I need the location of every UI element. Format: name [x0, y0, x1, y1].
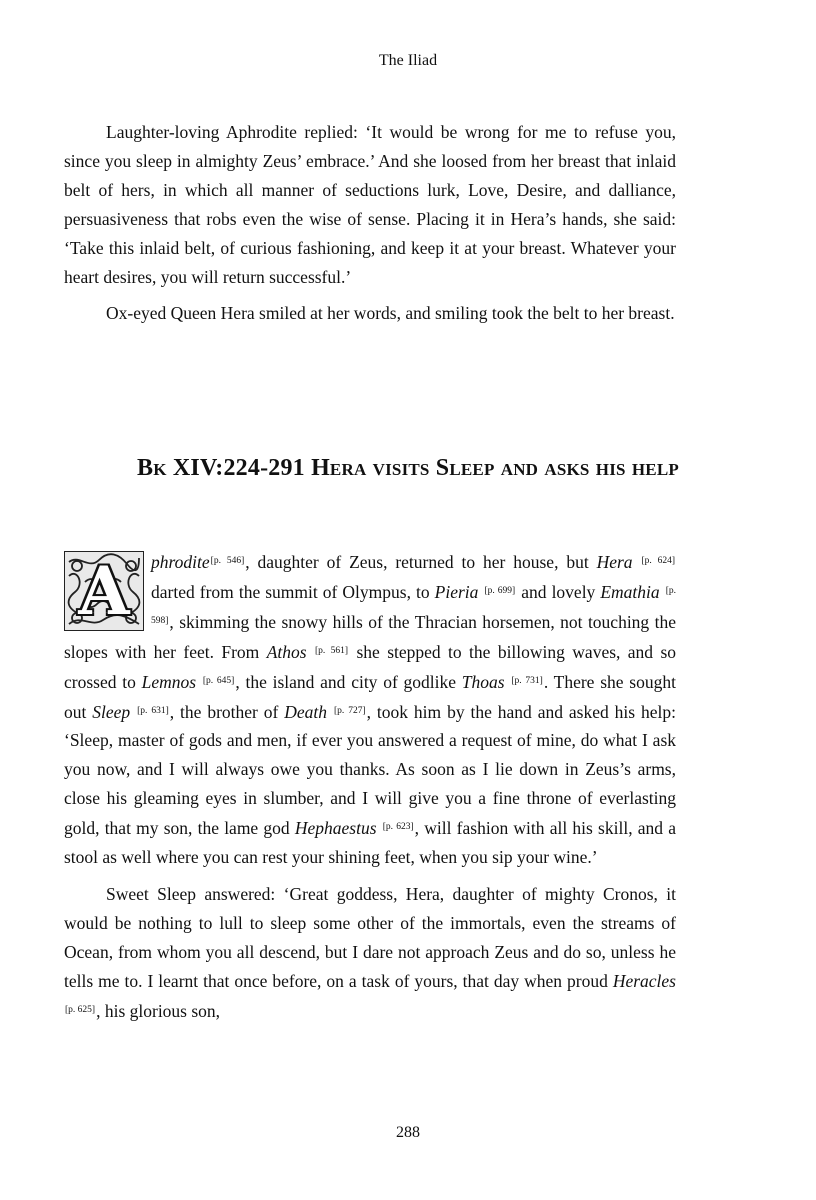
- page-ref: [p. 561]: [314, 645, 349, 656]
- text: Sweet Sleep answered: ‘Great goddess, Hera, daughter of mighty Cronos, it would be nothing to lull to sleep some other of the immortals, even the streams of Ocean, from whom you all descend, but I dare not approach Zeus and do so, unless he tells me to. I learnt that once before, on a task of yours, that day when proud: [64, 883, 676, 991]
- text: darted from the summit of Olympus, to: [151, 581, 435, 602]
- page-ref: [p. 631]: [137, 705, 169, 716]
- page-ref: [p. 623]: [382, 822, 414, 833]
- text: she stepped to the billowing waves, and so crossed to: [64, 641, 677, 692]
- running-head: The Iliad: [378, 52, 438, 69]
- page-ref: [p. 546]: [210, 556, 245, 566]
- paragraph-with-dropcap: [64, 547, 676, 872]
- paragraph: Laughter-loving Aphrodite replied: ‘It would be wrong for me to refuse you, since you sleep in almighty Zeus’ embrace.’ And she loosed from her breast that inlaid belt of hers, in which all manner of seductions lurk, Love, Desire, and dalliance, persuasiveness that robs even the wise of sense. Placing it in Hera’s hands, she said: ‘Take this inlaid belt, of curious fashioning, and keep it at your breast. Whatever your heart desires, you will return successful.’: [64, 122, 676, 287]
- text-block-bottom: [64, 547, 676, 1026]
- text: , daughter of Zeus, returned to her house, but: [245, 552, 597, 572]
- text-italic: Pieria: [434, 581, 479, 602]
- text-block-top: [64, 118, 676, 328]
- text-italic: Thoas: [461, 671, 505, 692]
- text-italic: Hephaestus: [294, 818, 377, 839]
- page-ref: [p. 731]: [511, 675, 543, 686]
- page-ref: [p. 624]: [641, 556, 676, 566]
- text-italic: Lemnos: [141, 671, 197, 692]
- section-heading: Bk XIV:224-291 Hera visits Sleep and asks his help: [137, 455, 679, 481]
- text-italic: phrodite: [151, 552, 210, 572]
- text: , took him by the hand and asked his help: ‘Sleep, master of gods and men, if ever you answered a request of mine, do what I ask you now, and I will always owe you thanks. As soon as I lie down in Zeus’s arms, close his gleaming eyes in slumber, and I will give you a fine throne of everlasting gold, that my son, the lame god: [64, 701, 677, 839]
- text-italic: Athos: [266, 641, 307, 662]
- text-italic: Emathia: [600, 581, 660, 602]
- text: , skimming the snowy hills of the Thracian horsemen, not touching the slopes with her feet. From: [64, 611, 676, 662]
- text: . There she sought out: [64, 671, 676, 722]
- page-ref: [p. 625]: [65, 1004, 96, 1015]
- text: , his glorious son,: [96, 1000, 221, 1021]
- text-italic: Death: [284, 701, 328, 722]
- paragraph: [64, 880, 676, 1026]
- page-ref: [p. 699]: [484, 585, 516, 596]
- page-ref: [p. 645]: [202, 675, 235, 686]
- page-ref: [p. 598]: [151, 585, 677, 626]
- text-italic: Sleep: [92, 701, 131, 722]
- text: , the brother of: [169, 701, 285, 722]
- dropcap-ornament: [64, 551, 144, 631]
- text-italic: Hera: [596, 552, 633, 572]
- page-ref: [p. 727]: [333, 705, 366, 716]
- paragraph: Ox-eyed Queen Hera smiled at her words, and smiling took the belt to her breast.: [106, 303, 675, 324]
- text: and lovely: [516, 581, 601, 602]
- text: , the island and city of godlike: [235, 671, 462, 692]
- text-italic: Heracles: [612, 970, 676, 991]
- page-number: 288: [396, 1124, 420, 1141]
- text: , will fashion with all his skill, and a stool as well where you can rest your shining feet, when you sip your wine.’: [64, 818, 677, 868]
- dropcap-letter: A: [78, 552, 130, 630]
